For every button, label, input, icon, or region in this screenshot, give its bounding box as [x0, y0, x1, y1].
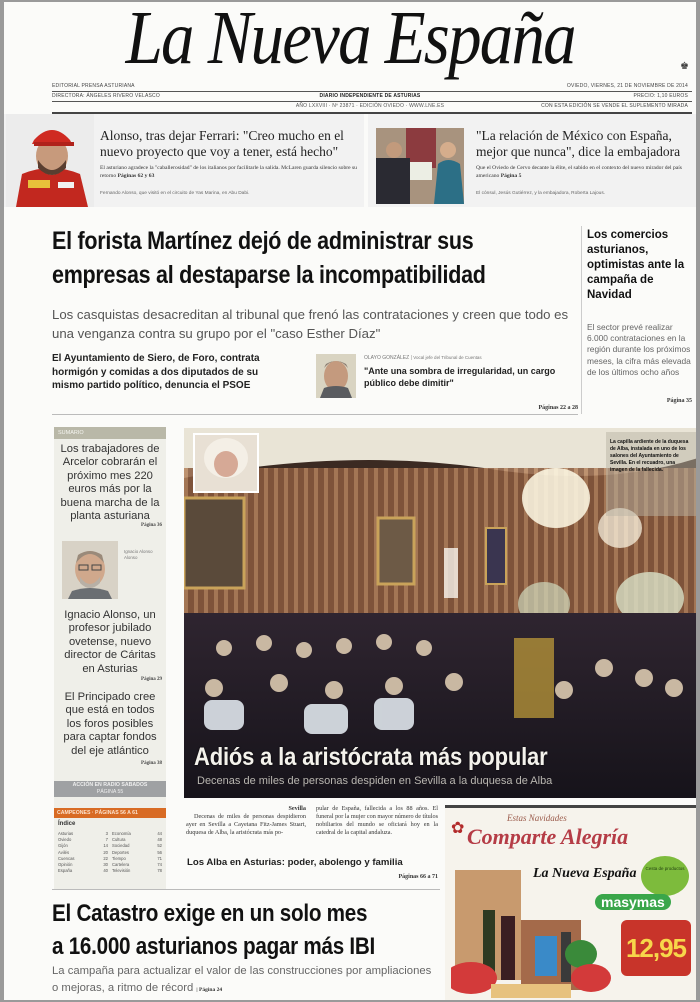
index-row[interactable]: Gijón 14	[58, 843, 108, 849]
ad-line2: Comparte Alegría	[467, 824, 629, 849]
quote-role: Vocal jefe del Tribunal de Cuentas	[413, 355, 482, 360]
promo-orange[interactable]: CAMPEONES · PÁGINAS 56 A 61	[54, 808, 166, 818]
newspaper-front-page	[4, 2, 696, 1000]
teaser-headline: "La relación de México con España, mejor que nunca", dice la embajadora	[476, 128, 681, 159]
feature-headline[interactable]: Adiós a la aristócrata más popular	[194, 743, 548, 771]
sidebar-label: SUMARIO	[54, 427, 166, 439]
director: DIRECTORA: ÁNGELES RIVERO VELASCO	[52, 93, 160, 99]
edition: AÑO LXXVIII · Nº 23871 · EDICIÓN OVIEDO · WWW.LNE.ES	[295, 103, 445, 109]
quote-name: OLAYO GONZÁLEZ	[364, 355, 410, 361]
index-row[interactable]: Sociedad 52	[112, 843, 162, 849]
feature-body-col1: Sevilla Decenas de miles de personas despidieron ayer en Sevilla a Cayetana Fitz-James Stuart, duquesa de Alba, la aristócrata más po-	[186, 805, 306, 836]
teaser-body: Que el Oviedo de Cervo decante la élite, el sabido en el contexto del nuevo mirador del país americano Página 5	[476, 165, 682, 179]
ad-line1: Estas Navidades	[507, 813, 567, 823]
ad-badge: Cesta de productos	[641, 856, 689, 896]
index-right	[112, 831, 162, 874]
price: PRECIO: 1,10 EUROS	[633, 93, 688, 99]
feature-body-col2: pular de España, fallecida a los 88 años. El funeral por la mujer con mayor número de títulos nobiliarios del mundo se oficiará hoy en la catedral de la capital andaluza.	[316, 805, 438, 836]
index-row[interactable]: España 40	[58, 868, 108, 874]
right-column-headline[interactable]: Los comercios asturianos, optimistas ante la campaña de Navidad	[587, 229, 685, 301]
index-row[interactable]: Televisión 78	[112, 868, 162, 874]
sidebar-story-arcelor[interactable]: Los trabajadores de Arcelor cobrarán el próximo mes 220 euros más por la buena marcha de la planta asturiana	[60, 443, 160, 523]
lead-pages: Páginas 22 a 28	[538, 405, 578, 411]
lead-subhead: Los casquistas desacreditan al tribunal que frenó las contrataciones y creen que todo es una venganza contra su grupo por el "caso Esther Díaz"	[52, 307, 569, 341]
teaser-mexico[interactable]	[368, 114, 696, 207]
divider	[52, 414, 578, 415]
sidebar-story-caritas[interactable]: Ignacio Alonso, un profesor jubilado ovetense, nuevo director de Cáritas en Asturias	[64, 609, 156, 675]
poinsettia-icon: ✿	[451, 820, 465, 837]
photo-embajadora	[376, 128, 464, 204]
feature-pages: Páginas 66 a 71	[398, 874, 438, 880]
right-column-pages: Página 35	[666, 398, 692, 404]
feature-subhead: Decenas de miles de personas despiden en Sevilla a la duquesa de Alba	[197, 775, 553, 787]
lead-side-story[interactable]: El Ayuntamiento de Siero, de Foro, contrata hormigón y comidas a dos diputados de su mismo partido político, denuncia el PSOE	[52, 353, 260, 391]
quote-block: OLAYO GONZÁLEZ | Vocal jefe del Tribunal de Cuentas "Ante una sombra de irregularidad, un cargo público debe dimitir"	[364, 354, 578, 389]
publisher: EDITORIAL PRENSA ASTURIANA	[52, 83, 135, 89]
masthead-title: La Nueva España	[125, 2, 575, 80]
teaser-body: El asturiano agradece la "caballerosidad" de los italianos por facilitarle la salida. McLaren guarda silencio sobre su retorno Páginas 62 y 63	[100, 165, 357, 179]
tagline: DIARIO INDEPENDIENTE DE ASTURIAS	[319, 93, 421, 99]
divider	[581, 226, 582, 414]
photo-caption: Ignacio Alonso Alonso	[124, 549, 153, 560]
index-title: Índice	[58, 821, 76, 827]
crest-icon: ♚	[680, 61, 689, 72]
masthead	[4, 2, 696, 82]
catastro-pages: Página 24	[199, 987, 223, 993]
ad-partner: masymas	[595, 894, 671, 910]
catastro-subhead: La campaña para actualizar el valor de las construcciones por ampliaciones o mejoras, a ritmo de récord | Página 24	[52, 965, 432, 994]
teaser-caption: Fernando Alonso, que visitó en el circuito de Yas Marina, en Abu Dabi.	[100, 191, 250, 196]
divider	[52, 889, 440, 890]
index-row[interactable]: Avilés 20	[58, 849, 108, 855]
teaser-headline: Alonso, tras dejar Ferrari: "Creo mucho en el nuevo proyecto que voy a tener, está hecho"	[100, 128, 344, 159]
teaser-pages: Página 5	[500, 173, 522, 179]
photo-olayo-gonzalez	[316, 354, 356, 398]
meta-row-2	[52, 92, 688, 101]
lead-headline[interactable]: El forista Martínez dejó de administrar sus empresas al destaparse la incompatibilidad	[52, 227, 486, 289]
right-column-body: El sector prevé realizar 6.000 contrataciones en la región durante los próximos meses, la cifra más elevada de los últimos ocho años	[587, 322, 691, 377]
index-row[interactable]: Opinión 30	[58, 862, 108, 868]
index-row[interactable]: Asturias 3	[58, 831, 108, 836]
dateline: Sevilla	[288, 805, 306, 812]
sidebar-story-principado[interactable]: El Principado cree que está en todos los foros posibles para captar fondos del eje atlántico	[63, 691, 157, 757]
teaser-caption: El cónsul, Jesús Gutiérrez, y la embajadora, Roberta Lajous.	[476, 191, 606, 196]
photo-caption: La capilla ardiente de la duquesa de Alba, instalada en uno de los salones del Ayuntamiento de Sevilla. En el recuadro, una imagen de la fallecida.	[610, 439, 689, 473]
teaser-pages: Páginas 62 y 63	[117, 173, 155, 179]
date: OVIEDO, VIERNES, 21 DE NOVIEMBRE DE 2014	[566, 83, 688, 89]
sidebar-sumario	[54, 427, 166, 889]
index-row[interactable]: Cartelera 74	[112, 862, 162, 868]
sidebar-story-pages: Página 38	[141, 761, 162, 766]
teaser-alonso[interactable]	[4, 114, 364, 207]
meta-row-3	[52, 102, 688, 111]
index-row[interactable]: Deportes 56	[112, 849, 162, 855]
meta-row-1	[52, 82, 688, 91]
catastro-headline[interactable]: El Catastro exige en un solo mes a 16.000 asturianos pagar más IBI	[52, 900, 376, 960]
advertisement-comparte-alegria[interactable]	[445, 805, 696, 1000]
index-row[interactable]: Tiempo 71	[112, 855, 162, 861]
feature-related-link[interactable]: Los Alba en Asturias: poder, abolengo y familia	[187, 857, 403, 868]
promo-gray[interactable]: ACCIÓN EN RADIO SABADOS PÁGINA 55	[54, 781, 166, 797]
ad-price: 12,95	[625, 933, 687, 963]
ad-price-tag	[621, 920, 691, 976]
index-left	[58, 831, 108, 874]
index-row[interactable]: Oviedo 7	[58, 837, 108, 843]
supplement-notice: CON ESTA EDICIÓN SE VENDE EL SUPLEMENTO MIRADA	[541, 103, 688, 109]
sidebar-story-pages: Página 29	[141, 677, 162, 682]
ad-product-basket	[451, 860, 611, 998]
index-row[interactable]: Cultura 48	[112, 837, 162, 843]
photo-ignacio-alonso	[62, 541, 118, 599]
photo-alonso	[6, 114, 94, 207]
index-row[interactable]: Cuencas 22	[58, 855, 108, 861]
quote-text: "Ante una sombra de irregularidad, un cargo público debe dimitir"	[364, 366, 556, 388]
index-row[interactable]: Economía 44	[112, 831, 162, 836]
sidebar-story-pages: Página 36	[141, 523, 162, 528]
ad-brand: La Nueva España	[533, 866, 637, 881]
